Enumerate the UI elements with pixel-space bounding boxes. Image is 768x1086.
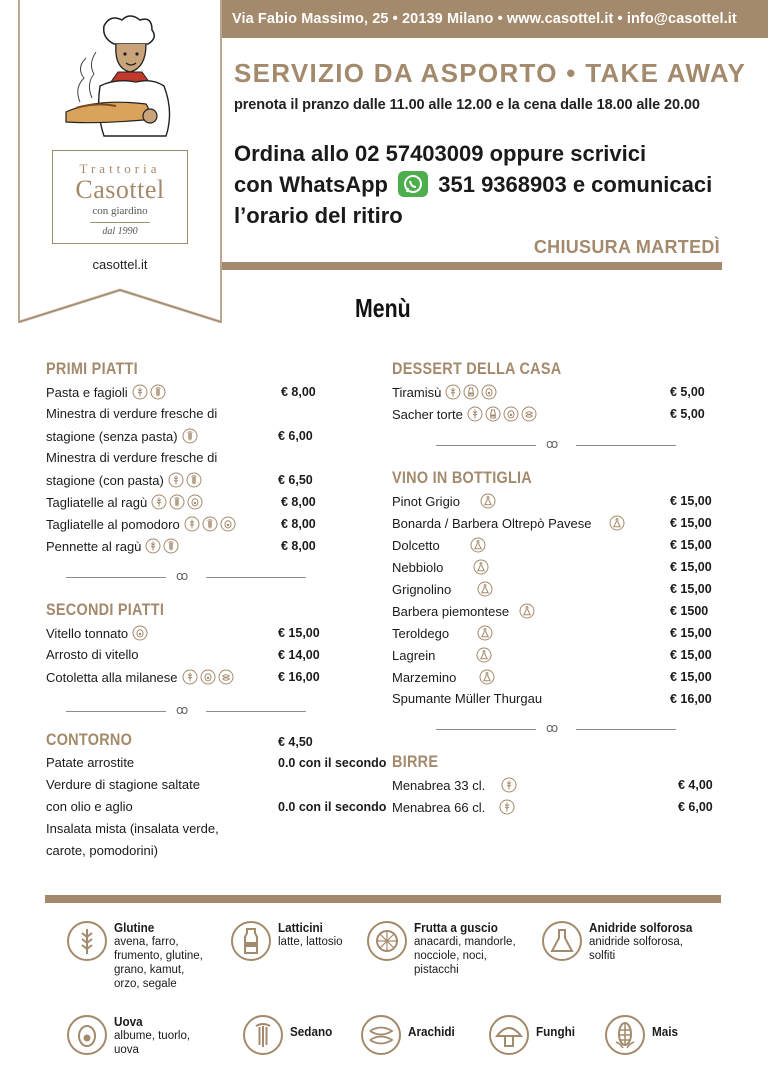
menu-item: Arrosto di vitello [46,647,139,662]
egg-icon [481,384,497,400]
menu-price: € 6,00 [678,800,713,814]
celery-icon [202,516,218,532]
milk-icon [463,384,479,400]
chef-illustration-icon [56,12,196,142]
menu-price: € 5,00 [670,385,705,399]
menu-item: Patate arrostite [46,755,135,770]
sulfite-icon [479,669,495,685]
legend-uova: Uova albume, tuorlo, uova [66,1014,190,1057]
menu-price: 0.0 con il secondo [278,756,387,770]
menu-price: € 16,00 [278,670,320,684]
menu-price: € 8,00 [281,539,316,553]
logo-trattoria: Trattoria [79,161,161,176]
logo-subtitle: con giardino [92,205,148,217]
egg-icon [187,494,203,510]
menu-price: € 15,00 [670,494,712,508]
menu-price: € 15,00 [278,626,320,640]
egg-icon [132,625,148,641]
gluten-icon [445,384,461,400]
egg-icon [66,1014,108,1056]
menu-item: Marzemino [392,669,495,685]
contorno-heading: CONTORNO [46,730,133,749]
menu-item: Cotoletta alla milanese [46,669,234,685]
menu-item: Bonarda / Barbera Oltrepò Pavese [392,515,625,531]
flask-icon [541,920,583,962]
gluten-icon [182,669,198,685]
sulfite-icon [477,581,493,597]
gluten-icon [467,406,483,422]
menu-price: € 1500 [670,604,709,618]
menu-title: Menù [355,293,411,323]
order-line-1: Ordina allo 02 57403009 oppure scrivici [234,141,647,166]
menu-price: € 15,00 [670,648,712,662]
egg-icon [200,669,216,685]
section-divider: ꝏ [436,724,676,734]
menu-item: Insalata mista (insalata verde, [46,821,219,836]
menu-price: € 4,00 [678,778,713,792]
nut-icon [366,920,408,962]
menu-item: Dolcetto [392,537,486,553]
menu-item: Tagliatelle al pomodoro [46,516,236,532]
site-label[interactable]: casottel.it [92,257,148,272]
legend-latticini: Latticini latte, lattosio [230,920,343,962]
menu-price: € 15,00 [670,560,712,574]
menu-item: Vitello tonnato [46,625,148,641]
gluten-icon [145,538,161,554]
menu-item: stagione (senza pasta) [46,428,198,444]
gluten-icon [168,472,184,488]
celery-icon [163,538,179,554]
logo-since: dal 1990 [102,226,138,237]
menu-item: Verdure di stagione saltate [46,777,200,792]
menu-item: con olio e aglio [46,799,133,814]
menu-price: € 8,00 [281,385,316,399]
corn-icon [604,1014,646,1056]
sulfite-icon [476,647,492,663]
order-line-2a: con WhatsApp [234,172,388,197]
egg-icon [220,516,236,532]
legend-glutine: Glutine avena, farro, frumento, glutine, grano, kamut, orzo, segale [66,920,203,991]
service-title: SERVIZIO DA ASPORTO • TAKE AWAY [234,58,747,88]
menu-item: Pasta e fagioli [46,384,166,400]
menu-item: carote, pomodorini) [46,843,158,858]
logo-separator [90,222,150,223]
menu-price: 0.0 con il secondo [278,800,387,814]
celery-icon [186,472,202,488]
legend-frutta: Frutta a guscio anacardi, mandorle, nocciole, noci, pistacchi [366,920,516,977]
menu-item: Nebbiolo [392,559,489,575]
mushroom-icon [488,1014,530,1056]
nuts-icon [521,406,537,422]
secondi-heading: SECONDI PIATTI [46,600,165,619]
legend-solforosa: Anidride solforosa anidride solforosa, solfiti [541,920,704,963]
peanut-icon [218,669,234,685]
birre-heading: BIRRE [392,752,439,771]
gluten-icon [132,384,148,400]
milk-icon [485,406,501,422]
menu-item: Sacher torte [392,406,537,422]
peanut-icon [360,1014,402,1056]
logo-name: Casottel [75,175,165,204]
menu-price: € 5,00 [670,407,705,421]
dessert-heading: DESSERT DELLA CASA [392,359,562,378]
sulfite-icon [477,625,493,641]
legend-mais: Mais [604,1014,681,1056]
menu-price: € 15,00 [670,516,712,530]
legend-sedano: Sedano [242,1014,337,1056]
section-divider: ꝏ [66,706,306,716]
sulfite-icon [519,603,535,619]
celery-icon [150,384,166,400]
address-bar: Via Fabio Massimo, 25 • 20139 Milano • www.casottel.it • info@casottel.it [222,0,768,38]
order-line-3: l’orario del ritiro [234,203,403,228]
service-hours: prenota il pranzo dalle 11.00 alle 12.00 e la cena dalle 18.00 alle 20.00 [234,97,700,113]
menu-item: Teroldego [392,625,493,641]
menu-price: € 15,00 [670,582,712,596]
sulfite-icon [480,493,496,509]
menu-price: € 8,00 [281,495,316,509]
closing-day: CHIUSURA MARTEDÌ [533,237,720,257]
menu-item: Tagliatelle al ragù [46,494,203,510]
legend-arachidi: Arachidi [360,1014,460,1056]
logo [52,150,188,244]
menu-price: € 15,00 [670,670,712,684]
gluten-icon [501,777,517,793]
celery-icon [242,1014,284,1056]
menu-price: € 6,50 [278,473,313,487]
order-info [234,138,764,231]
section-divider: ꝏ [66,572,306,582]
celery-icon [169,494,185,510]
menu-item: Minestra di verdure fresche di [46,406,218,421]
vino-heading: VINO IN BOTTIGLIA [392,468,533,487]
menu-item: Menabrea 33 cl. [392,777,517,793]
menu-price: € 15,00 [670,538,712,552]
menu-item: stagione (con pasta) [46,472,202,488]
milk-bottle-icon [230,920,272,962]
gluten-icon [184,516,200,532]
menu-item: Pinot Grigio [392,493,496,509]
sulfite-icon [470,537,486,553]
menu-price: € 16,00 [670,692,712,706]
menu-item: Pennette al ragù [46,538,179,554]
menu-price: € 14,00 [278,648,320,662]
gluten-icon [151,494,167,510]
sulfite-icon [609,515,625,531]
contorno-price: € 4,50 [278,735,313,749]
menu-item: Spumante Müller Thurgau [392,691,543,706]
order-line-2b: 351 9368903 e comunicaci [438,172,713,197]
celery-icon [182,428,198,444]
menu-price: € 8,00 [281,517,316,531]
menu-price: € 15,00 [670,626,712,640]
primi-heading: PRIMI PIATTI [46,359,138,378]
gluten-icon [499,799,515,815]
menu-item: Tiramisù [392,384,497,400]
menu-item: Minestra di verdure fresche di [46,450,218,465]
menu-item: Lagrein [392,647,492,663]
section-divider: ꝏ [436,440,676,450]
egg-icon [503,406,519,422]
menu-item: Barbera piemontese [392,603,535,619]
wheat-icon [66,920,108,962]
top-rule [222,262,722,270]
whatsapp-icon[interactable] [397,170,429,198]
sulfite-icon [473,559,489,575]
legend-funghi: Funghi [488,1014,579,1056]
menu-item: Menabrea 66 cl. [392,799,515,815]
menu-price: € 6,00 [278,429,313,443]
menu-item: Grignolino [392,581,493,597]
order-line-2 [234,169,764,200]
bottom-rule [45,895,721,903]
